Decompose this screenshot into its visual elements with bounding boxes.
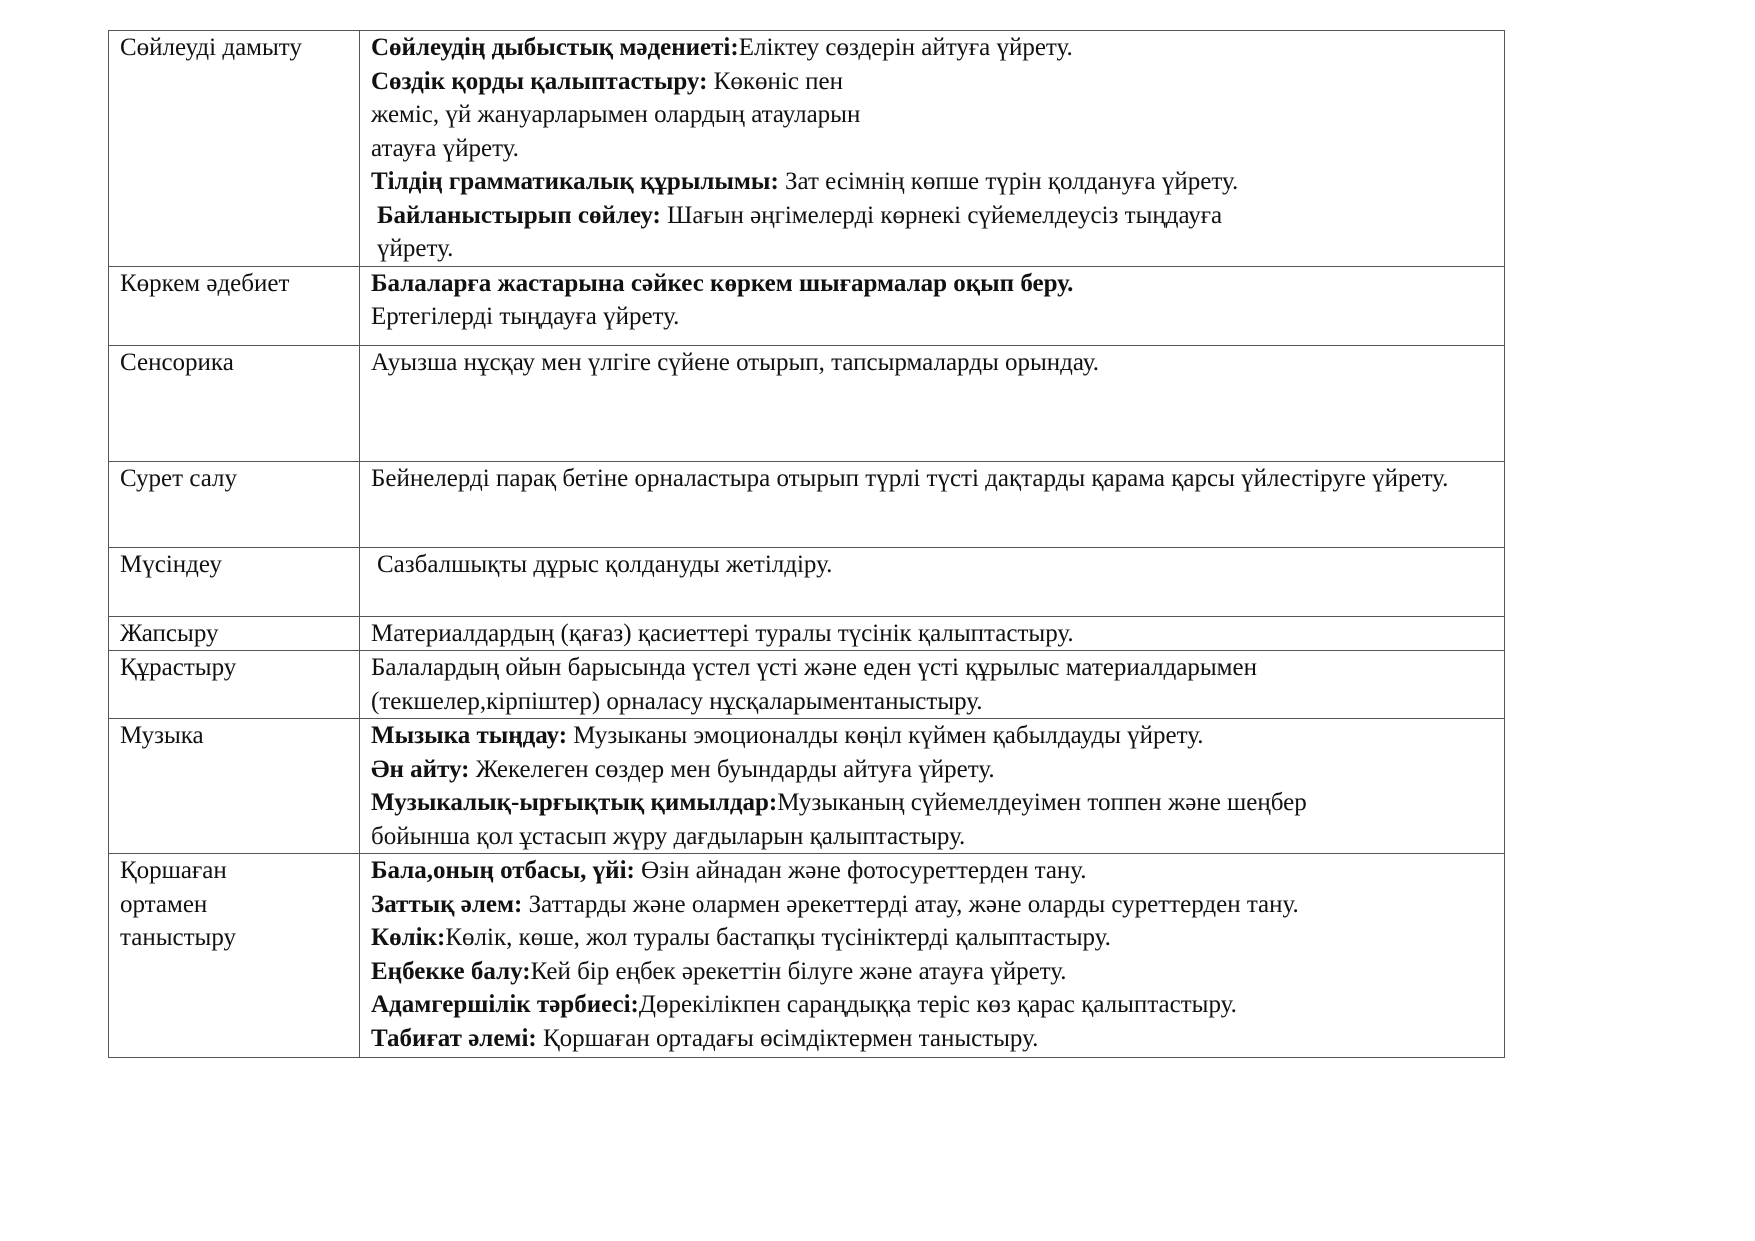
content-cell: [360, 854, 1505, 1058]
content-text: (текшелер,кірпіштер) орналасу нұсқаларыментаныстыру.: [371, 687, 983, 715]
content-cell: [360, 547, 1505, 616]
term-label: Көлік:: [371, 924, 446, 951]
content-cell: [360, 651, 1505, 719]
content-text: Ертегілерді тыңдауға үйрету.: [371, 303, 680, 330]
content-line: [371, 854, 1493, 888]
area-label: Құрастыру: [120, 654, 237, 681]
content-text: Зат есімнің көпше түрін қолдануға үйрету.: [785, 168, 1239, 195]
content-text: Жекелеген сөздер мен буындарды айтуға үйрету.: [475, 755, 995, 783]
content-text: Заттарды және олармен әрекеттерді атау, және оларды суреттерден тану.: [528, 890, 1299, 918]
content-line: [371, 753, 1493, 787]
content-line: [371, 820, 1493, 854]
content-line: [371, 1022, 1493, 1056]
area-label: Мүсіндеу: [120, 550, 222, 578]
content-text: Ауызша нұсқау мен үлгіге сүйене отырып, тапсырмаларды орындау.: [371, 348, 1099, 376]
content-text: Шағын әңгімелерді көрнекі сүйемелдеусіз тыңдауға: [667, 201, 1223, 229]
table-row: [109, 719, 1505, 854]
area-label: Сенсорика: [120, 348, 234, 376]
content-text: Сазбалшықты дұрыс қолдануды жетілдіру.: [377, 550, 833, 578]
content-text: Еліктеу сөздерін айтуға үйрету.: [738, 34, 1073, 61]
area-cell: [109, 266, 360, 345]
content-text: жеміс, үй жануарларымен олардың атауларын: [371, 101, 861, 128]
content-text: атауға үйрету.: [371, 134, 519, 162]
content-cell: [360, 616, 1505, 651]
area-cell: [109, 31, 360, 267]
content-text: Балалардың ойын барысында үстел үсті және еден үсті құрылыс материалдарымен: [371, 654, 1257, 681]
term-label: Бала,оның отбасы, үйі:: [371, 857, 642, 884]
content-line: [371, 65, 1493, 99]
term-label: Сөйлеудің дыбыстық мәдениеті:: [371, 34, 739, 61]
table-row: [109, 345, 1505, 461]
content-text: үйрету.: [377, 235, 454, 262]
area-label-line: ортамен: [120, 890, 208, 918]
table-row: [109, 266, 1505, 345]
area-cell: [109, 345, 360, 461]
content-line: [371, 98, 1493, 132]
content-line: [371, 199, 1493, 233]
content-line: [371, 921, 1493, 955]
curriculum-table: [108, 30, 1505, 1058]
content-text: Музыканың сүйемелдеуімен топпен және шеңбер: [777, 789, 1307, 816]
content-line: [371, 232, 1493, 266]
area-label: Жапсыру: [120, 619, 219, 647]
content-line: [371, 132, 1493, 166]
term-label: Адамгершілік тәрбиесі:: [371, 991, 639, 1018]
term-label: Тілдің грамматикалық құрылымы:: [371, 168, 786, 195]
term-label: Сөздік қорды қалыптастыру:: [371, 67, 714, 95]
area-label-line: Қоршаған: [120, 857, 227, 884]
term-label: Еңбекке балу:: [371, 957, 531, 985]
term-label: Табиғат әлемі:: [371, 1024, 543, 1052]
content-line: [371, 988, 1493, 1022]
area-label-line: таныстыру: [120, 924, 236, 951]
term-label: Балаларға жастарына сәйкес көркем шығармалар оқып беру.: [371, 269, 1074, 297]
content-line: [371, 300, 1493, 334]
content-cell: [360, 31, 1505, 267]
table-row: [109, 616, 1505, 651]
area-label: Сөйлеуді дамыту: [120, 34, 302, 61]
area-cell: [109, 461, 360, 547]
content-line: [371, 888, 1493, 922]
term-label: Музыкалық-ырғықтық қимылдар:: [371, 789, 778, 816]
content-line: [371, 685, 1493, 719]
content-cell: [360, 345, 1505, 461]
content-line: [371, 786, 1493, 820]
term-label: Байланыстырып сөйлеу:: [377, 201, 668, 229]
content-text: Музыканы эмоционалды көңіл күймен қабылдауды үйрету.: [573, 722, 1204, 749]
table-row: [109, 547, 1505, 616]
content-line: [371, 617, 1493, 651]
content-line: [371, 548, 1493, 582]
area-label: Музыка: [120, 722, 204, 749]
content-text: Дөрекілікпен сараңдыққа теріс көз қарас қалыптастыру.: [638, 991, 1237, 1018]
content-line: [371, 719, 1493, 753]
table-row: [109, 461, 1505, 547]
content-text: Кей бір еңбек әрекеттін білуге және атауға үйрету.: [530, 957, 1067, 985]
content-line: [371, 31, 1493, 65]
content-cell: [360, 719, 1505, 854]
content-line: [371, 267, 1493, 301]
content-line: [371, 346, 1493, 380]
area-cell: [109, 547, 360, 616]
table-row: [109, 651, 1505, 719]
content-text: Көлік, көше, жол туралы бастапқы түсініктерді қалыптастыру.: [445, 924, 1111, 951]
content-line: [371, 955, 1493, 989]
area-label: Сурет салу: [120, 464, 238, 492]
content-text: Көкөніс пен: [713, 67, 844, 95]
area-cell: [109, 616, 360, 651]
content-text: Қоршаған ортадағы өсімдіктермен таныстыру.: [542, 1024, 1039, 1052]
content-text: Бейнелерді парақ бетіне орналастыра отырып түрлі түсті дақтарды қарама қарсы үйлестіруге үйрету.: [371, 464, 1449, 492]
term-label: Ән айту:: [371, 755, 476, 783]
term-label: Мызыка тыңдау:: [371, 722, 574, 749]
table-row: [109, 854, 1505, 1058]
content-text: Материалдардың (қағаз) қасиеттері туралы түсінік қалыптастыру.: [371, 619, 1074, 647]
area-cell: [109, 651, 360, 719]
term-label: Заттық әлем:: [371, 890, 529, 918]
content-cell: [360, 461, 1505, 547]
area-cell: [109, 719, 360, 854]
table-row: [109, 31, 1505, 267]
area-cell: [109, 854, 360, 1058]
area-label: Көркем әдебиет: [120, 269, 290, 297]
content-line: [371, 165, 1493, 199]
content-line: [371, 651, 1493, 685]
content-text: бойынша қол ұстасып жүру дағдыларын қалыптастыру.: [371, 822, 966, 850]
content-cell: [360, 266, 1505, 345]
content-text: Өзін айнадан және фотосуреттерден тану.: [641, 857, 1087, 884]
